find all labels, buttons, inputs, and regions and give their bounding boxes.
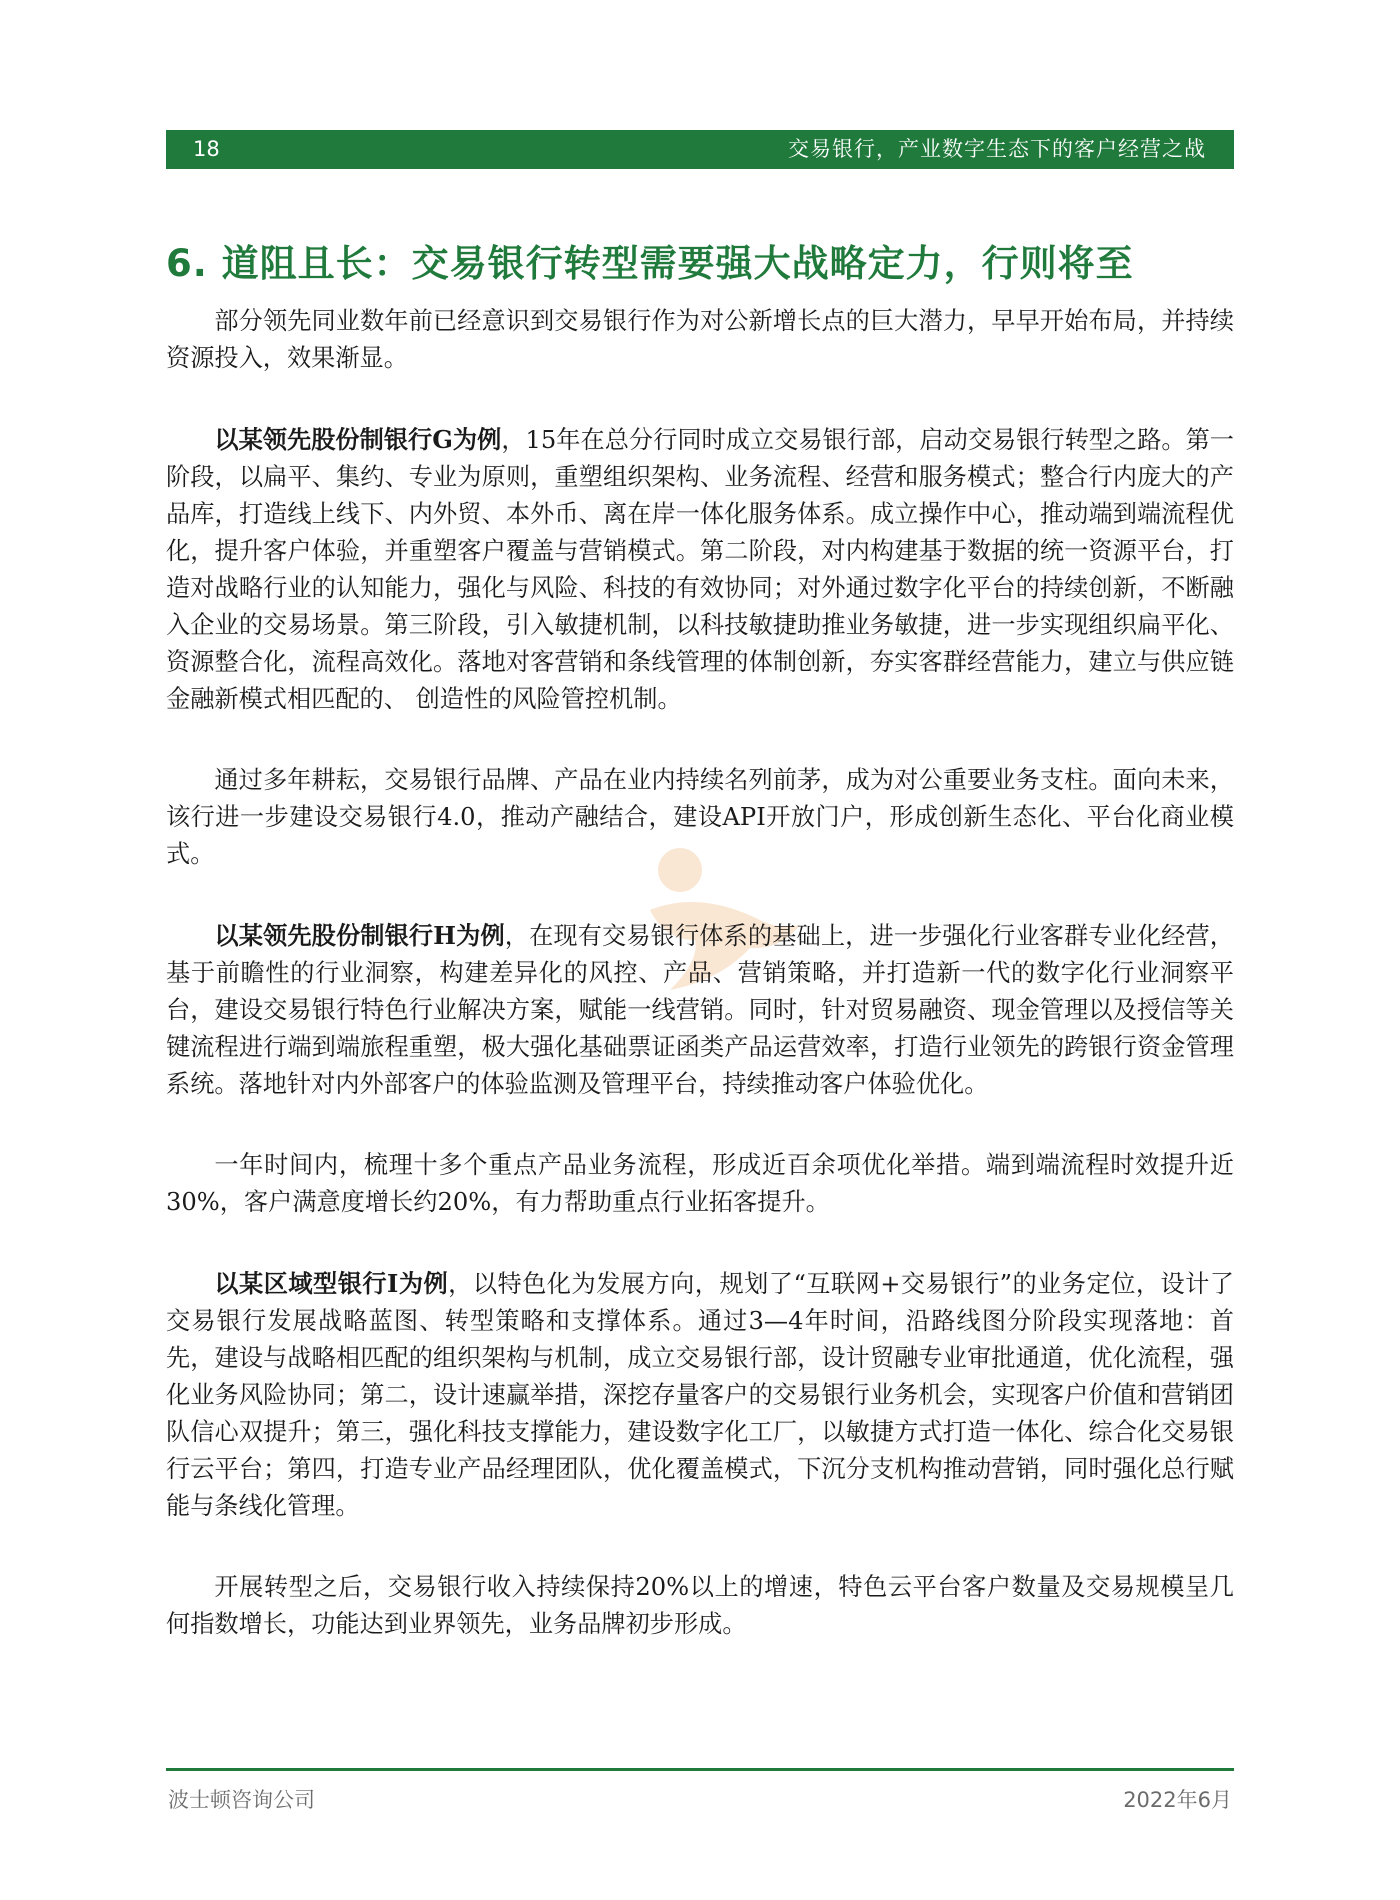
paragraph-text: ，在现有交易银行体系的基础上，进一步强化行业客群专业化经营，基于前瞻性的行业洞察，构建差异化的风控、产品、营销策略，并打造新一代的数字化行业洞察平台，建设交易银行特色行业解决方案，赋能一线营销。同时，针对贸易融资、现金管理以及授信等关键流程进行端到端旅程重塑，极大强化基础票证函类产品运营效率，打造行业领先的跨银行资金管理系统。落地针对内外部客户的体验监测及管理平台，持续推动客户体验优化。 bbox=[166, 922, 1234, 1098]
paragraph-case-i bbox=[166, 1265, 1234, 1525]
paragraph-case-g-result bbox=[166, 762, 1234, 873]
paragraph-text: 部分领先同业数年前已经意识到交易银行作为对公新增长点的巨大潜力，早早开始布局，并持续资源投入，效果渐显。 bbox=[166, 307, 1234, 372]
paragraph-text: ，15年在总分行同时成立交易银行部，启动交易银行转型之路。第一阶段，以扁平、集约、专业为原则，重塑组织架构、业务流程、经营和服务模式；整合行内庞大的产品库，打造线上线下、内外贸、本外币、离在岸一体化服务体系。成立操作中心，推动端到端流程优化，提升客户体验，并重塑客户覆盖与营销模式。第二阶段，对内构建基于数据的统一资源平台，打造对战略行业的认知能力，强化与风险、科技的有效协同；对外通过数字化平台的持续创新，不断融入企业的交易场景。第三阶段，引入敏捷机制，以科技敏捷助推业务敏捷，进一步实现组织扁平化、资源整合化，流程高效化。落地对客营销和条线管理的体制创新，夯实客群经营能力，建立与供应链金融新模式相匹配的、 创造性的风险管控机制。 bbox=[166, 426, 1234, 713]
section-title: 6. 道阻且长：交易银行转型需要强大战略定力，行则将至 bbox=[166, 242, 1134, 285]
paragraph-text: 通过多年耕耘，交易银行品牌、产品在业内持续名列前茅，成为对公重要业务支柱。面向未来，该行进一步建设交易银行4.0，推动产融结合，建设API开放门户，形成创新生态化、平台化商业模式。 bbox=[166, 766, 1234, 868]
paragraph-lead: 以某领先股份制银行G为例 bbox=[214, 425, 502, 454]
paragraph-case-h-result bbox=[166, 1147, 1234, 1221]
paragraph-case-g bbox=[166, 421, 1234, 718]
paragraph-lead: 以某领先股份制银行H为例 bbox=[214, 921, 505, 950]
paragraph-case-i-result bbox=[166, 1569, 1234, 1643]
page-number: 18 bbox=[193, 137, 220, 161]
paragraph-text: ，以特色化为发展方向，规划了“互联网+交易银行”的业务定位，设计了交易银行发展战略蓝图、转型策略和支撑体系。通过3—4年时间，沿路线图分阶段实现落地：首先，建设与战略相匹配的组织架构与机制，成立交易银行部，设计贸融专业审批通道，优化流程，强化业务风险协同；第二，设计速赢举措，深挖存量客户的交易银行业务机会，实现客户价值和营销团队信心双提升；第三，强化科技支撑能力，建设数字化工厂，以敏捷方式打造一体化、综合化交易银行云平台；第四，打造专业产品经理团队，优化覆盖模式，下沉分支机构推动营销，同时强化总行赋能与条线化管理。 bbox=[166, 1270, 1234, 1520]
paragraph-case-h bbox=[166, 917, 1234, 1103]
running-title: 交易银行，产业数字生态下的客户经营之战 bbox=[788, 137, 1206, 161]
paragraph-intro bbox=[166, 303, 1234, 377]
paragraph-text: 开展转型之后，交易银行收入持续保持20%以上的增速，特色云平台客户数量及交易规模呈几何指数增长，功能达到业界领先，业务品牌初步形成。 bbox=[166, 1573, 1234, 1638]
footer-divider bbox=[166, 1768, 1234, 1771]
footer-date: 2022年6月 bbox=[1123, 1788, 1232, 1812]
header-bar bbox=[166, 130, 1234, 169]
paragraph-text: 一年时间内，梳理十多个重点产品业务流程，形成近百余项优化举措。端到端流程时效提升近30%，客户满意度增长约20%，有力帮助重点行业拓客提升。 bbox=[166, 1151, 1234, 1216]
footer-company: 波士顿咨询公司 bbox=[168, 1788, 315, 1812]
paragraph-lead: 以某区域型银行I为例 bbox=[214, 1269, 449, 1298]
body-content bbox=[166, 303, 1234, 1687]
